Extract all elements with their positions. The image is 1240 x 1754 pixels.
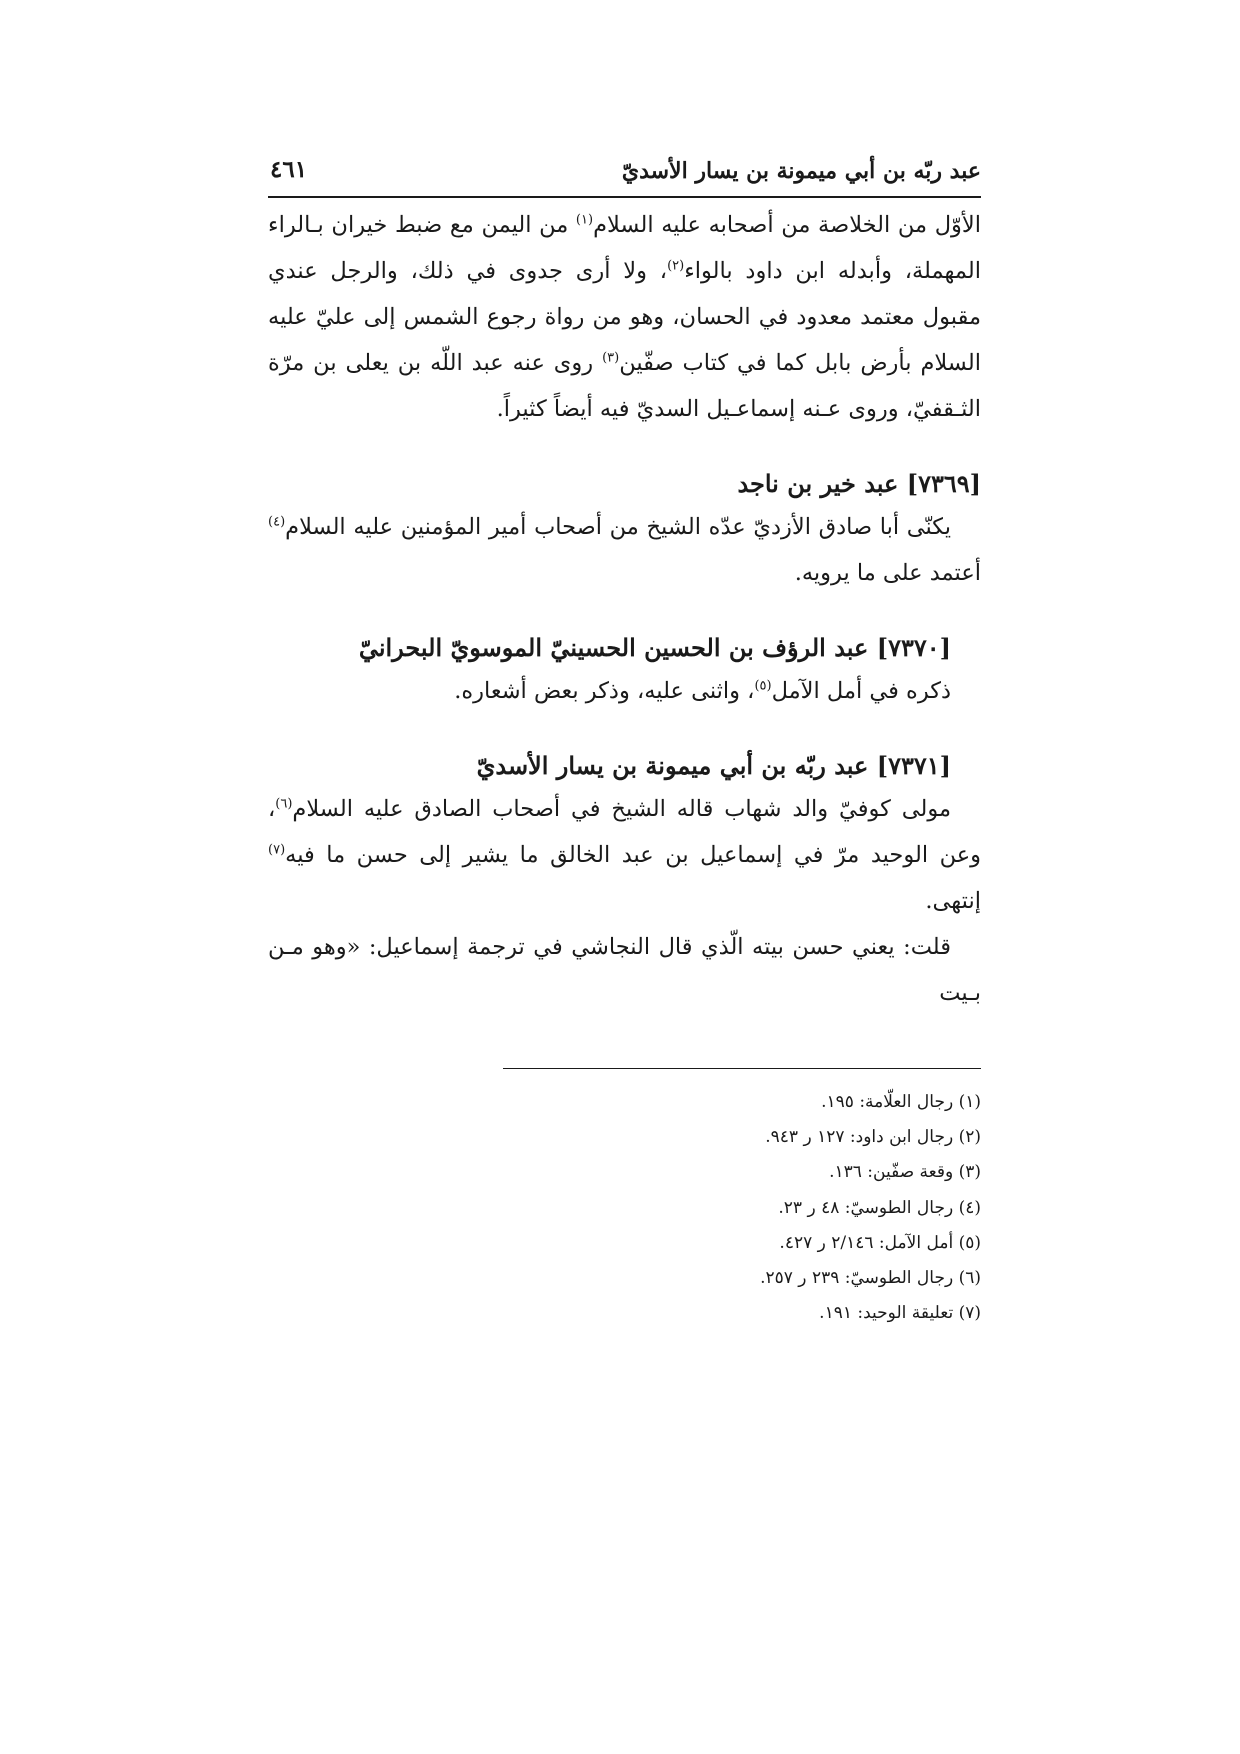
footnote-list — [268, 1085, 981, 1331]
footnote-ref: (١) — [575, 212, 594, 228]
text-segment: الأوّل من الخلاصة من أصحابه عليه السلام — [593, 212, 981, 238]
book-page — [268, 140, 981, 1460]
text-segment: ذكره في أمل الآمل — [771, 678, 951, 704]
text-segment: ، واثنى عليه، وذكر بعض أشعاره. — [454, 678, 755, 704]
running-title: عبد ربّه بن أبي ميمونة بن يسار الأسديّ — [621, 158, 981, 184]
page-number: ٤٦١ — [270, 156, 308, 183]
entry-paragraph — [268, 504, 981, 596]
text-segment: يكنّى أبا صادق الأزديّ عدّه الشيخ من أصحاب أمير المؤمنين عليه السلام — [285, 514, 951, 540]
footnote-item: (١) رجال العلّامة: ١٩٥. — [821, 1092, 981, 1112]
footnote-ref: (٧) — [268, 842, 286, 858]
entry-paragraph — [268, 668, 981, 714]
running-head — [268, 140, 981, 198]
footnote-item: (٥) أمل الآمل: ٢/١٤٦ ر ٤٢٧. — [779, 1232, 981, 1253]
text-segment: مولى كوفيّ والد شهاب قاله الشيخ في أصحاب الصادق عليه السلام — [292, 796, 951, 822]
footnote-ref: (٢) — [667, 258, 685, 274]
footnote-item: (٧) تعليقة الوحيد: ١٩١. — [819, 1303, 981, 1324]
footnote-ref: (٥) — [754, 678, 772, 694]
footnote-item: (٤) رجال الطوسيّ: ٤٨ ر ٢٣. — [778, 1197, 981, 1218]
entry-paragraph-continued: قلت: يعني حسن بيته الّذي قال النجاشي في ترجمة إسماعيل: «وهو مـن بـيت — [268, 934, 981, 1006]
footnote-item: (٢) رجال ابن داود: ١٢٧ ر ٩٤٣. — [765, 1127, 981, 1148]
main-text — [268, 200, 981, 1016]
entry-heading: [٧٣٧١] عبد ربّه بن أبي ميمونة بن يسار الأسديّ — [476, 751, 951, 780]
footnote-ref: (٤) — [268, 514, 286, 530]
entry-paragraph — [268, 786, 981, 924]
footnote-item: (٦) رجال الطوسيّ: ٢٣٩ ر ٢٥٧. — [760, 1268, 981, 1289]
footnote-separator — [503, 1068, 981, 1069]
footnote-ref: (٣) — [602, 350, 620, 366]
text-segment: روى عنه عبد اللّه بن يعلى بن مرّة الثـقفيّ، وروى عـنه إسماعـيل السديّ فيه أيضاً كثيراً. — [268, 350, 981, 422]
text-segment: ، وعن الوحيد مرّ في إسماعيل بن عبد الخالق ما يشير إلى حسن ما فيه — [268, 796, 981, 868]
continued-paragraph — [268, 202, 981, 432]
text-segment: أعتمد على ما يرويه. — [794, 560, 981, 586]
entry-heading: [٧٣٧٠] عبد الرؤف بن الحسين الحسينيّ الموسويّ البحرانيّ — [358, 633, 951, 662]
text-segment: ، ولا أرى جدوى في ذلك، والرجل عندي مقبول معتمد معدود في الحسان، وهو من رواة رجوع الشمس إلى عليّ عليه السلام بأرض بابل كما في كتاب صفّين — [268, 258, 981, 376]
entry-heading: [٧٣٦٩] عبد خير بن ناجد — [737, 469, 981, 498]
footnote-item: (٣) وقعة صفّين: ١٣٦. — [829, 1162, 981, 1183]
text-segment: إنتهى. — [925, 888, 981, 914]
text-segment: من اليمن مع ضبط خيران بـالراء المهملة، وأبدله ابن داود بالواء — [268, 212, 981, 284]
footnotes — [268, 1068, 981, 1331]
footnote-ref: (٦) — [275, 796, 293, 812]
